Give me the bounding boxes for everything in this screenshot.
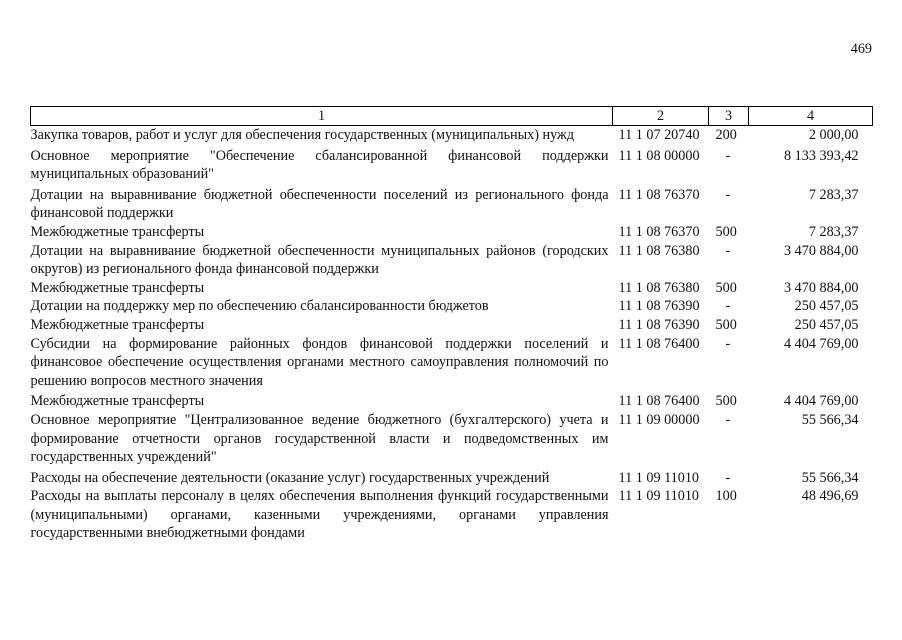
row-amount: 250 457,05: [794, 298, 859, 315]
table-row: [31, 242, 873, 279]
row-vr: 500: [715, 223, 737, 240]
row-amount: 3 470 884,00: [784, 279, 859, 296]
header-row: [31, 107, 873, 126]
row-code: 11 1 07 20740: [618, 127, 700, 143]
row-name: Основное мероприятие "Обеспечение сбалансированной финансовой поддержки муниципальных образований": [30, 147, 609, 183]
row-vr: -: [725, 411, 731, 428]
row-name: Межбюджетные трансферты: [30, 316, 205, 333]
table-row: [31, 467, 873, 488]
row-amount: 4 404 769,00: [784, 335, 859, 352]
row-vr: 500: [715, 316, 737, 333]
page-number: 469: [850, 41, 872, 57]
row-amount: 8 133 393,42: [784, 147, 859, 164]
row-name: Межбюджетные трансферты: [30, 279, 205, 296]
row-code: 11 1 09 11010: [618, 488, 700, 505]
table-row: [31, 126, 873, 145]
row-amount: 7 283,37: [808, 186, 859, 203]
row-code: 11 1 09 00000: [618, 411, 700, 428]
row-name: Дотации на поддержку мер по обеспечению сбалансированности бюджетов: [30, 298, 489, 315]
row-code: 11 1 08 76380: [618, 279, 700, 296]
budget-table: [30, 106, 873, 543]
row-name: Дотации на выравнивание бюджетной обеспеченности поселений из регионального фонда финансовой поддержки: [30, 186, 609, 222]
row-vr: -: [725, 298, 731, 315]
table-row: [31, 316, 873, 335]
header-col-2: 2: [613, 107, 709, 126]
row-vr: 500: [715, 279, 737, 296]
row-amount: 7 283,37: [808, 223, 859, 240]
table-row: [31, 297, 873, 316]
row-vr: 200: [715, 127, 737, 143]
row-amount: 55 566,34: [801, 469, 859, 486]
row-code: 11 1 08 76370: [618, 223, 700, 240]
row-vr: -: [725, 186, 731, 203]
row-amount: 48 496,69: [801, 488, 859, 505]
row-vr: -: [725, 335, 731, 352]
table-row: [31, 411, 873, 467]
row-code: 11 1 08 76390: [618, 316, 700, 333]
table-row: [31, 223, 873, 242]
table-row: [31, 390, 873, 411]
row-code: 11 1 08 76370: [618, 186, 700, 203]
table-row: [31, 184, 873, 223]
row-amount: 55 566,34: [801, 411, 859, 428]
row-vr: -: [725, 242, 731, 259]
row-name: Дотации на выравнивание бюджетной обеспеченности муниципальных районов (городских округов) из регионального фонда финансовой поддержки: [30, 242, 609, 278]
row-name: Межбюджетные трансферты: [30, 393, 205, 410]
row-vr: -: [725, 469, 731, 486]
row-amount: 3 470 884,00: [784, 242, 859, 259]
row-name: Межбюджетные трансферты: [30, 223, 205, 240]
table-row: [31, 145, 873, 184]
table-body: [31, 126, 873, 544]
row-code: 11 1 08 76390: [618, 298, 700, 315]
row-name: Расходы на выплаты персоналу в целях обеспечения выполнения функций государственными (муниципальными) органами, казенными учреждениями, органами управления государственными внебюджетными фондами: [30, 488, 609, 542]
header-col-4: 4: [749, 107, 873, 126]
row-vr: -: [725, 147, 731, 164]
header-col-1: 1: [31, 107, 613, 126]
row-name: Закупка товаров, работ и услуг для обеспечения государственных (муниципальных) нужд: [30, 127, 575, 143]
row-amount: 2 000,00: [808, 127, 859, 143]
row-code: 11 1 08 76400: [618, 335, 700, 352]
header-col-3: 3: [709, 107, 749, 126]
row-name: Расходы на обеспечение деятельности (оказание услуг) государственных учреждений: [30, 469, 550, 486]
table-row: [31, 279, 873, 298]
table-row: [31, 335, 873, 391]
row-amount: 250 457,05: [794, 316, 859, 333]
row-name: Основное мероприятие "Централизованное ведение бюджетного (бухгалтерского) учета и формирование отчетности органов государственной власти и подведомственных им государственных учреждений": [30, 411, 609, 466]
row-code: 11 1 08 76400: [618, 393, 700, 410]
row-vr: 100: [715, 488, 737, 505]
row-code: 11 1 09 11010: [618, 469, 700, 486]
row-amount: 4 404 769,00: [784, 393, 859, 410]
row-code: 11 1 08 76380: [618, 242, 700, 259]
row-name: Субсидии на формирование районных фондов финансовой поддержки поселений и финансовое обеспечение осуществления органами местного самоуправления полномочий по решению вопросов местного значения: [30, 335, 609, 389]
table-row: [31, 487, 873, 543]
row-code: 11 1 08 00000: [618, 147, 700, 164]
row-vr: 500: [715, 393, 737, 410]
table-header: [31, 107, 873, 126]
